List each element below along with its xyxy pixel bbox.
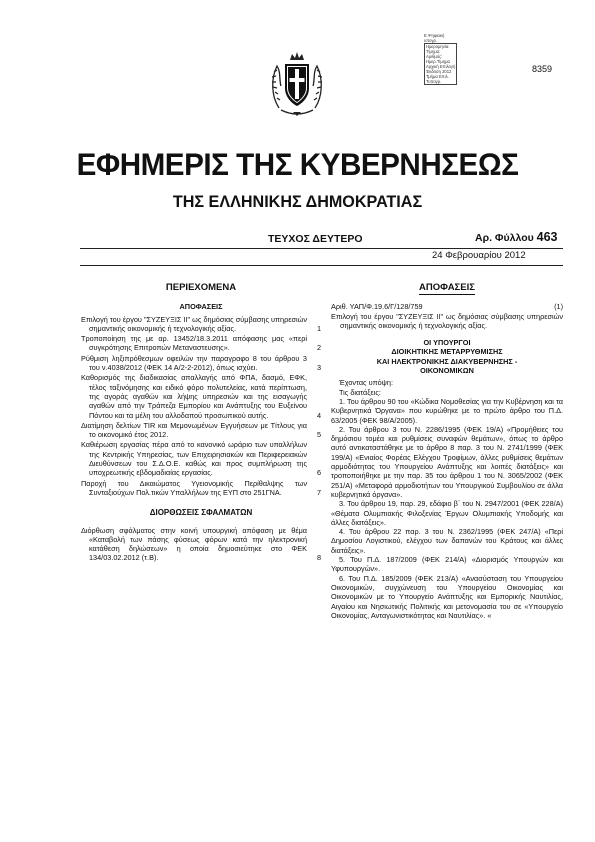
- decision-clause: 4. Του άρθρου 22 παρ. 3 του Ν. 2362/1995 (ΦΕΚ 247/Α) «Περί Δημοσίου Λογιστικού, ελέγχου των δαπανών του Κράτους και άλλες διατάξεις».: [331, 527, 563, 555]
- toc-entry-text: Καθιέρωση εργασίας πέρα από το κανονικό ωράριο των υπαλλήλων της Κεντρικής Υπηρεσίας, των Επιχειρησιακών και Περιφερειακών Διευθύνσεων του Σ.Δ.Ο.Ε. καθώς και προς συμπλήρωση της υποχρεωτικής εβδομαδιαίας εργασίας.: [81, 440, 307, 478]
- gazette-subtitle: ΤΗΣ ΕΛΛΗΝΙΚΗΣ ΔΗΜΟΚΡΑΤΙΑΣ: [172, 192, 423, 211]
- stamp-line: Ε.Ψηφιακή: [424, 33, 445, 38]
- decision-clause: 2. Του άρθρου 3 του Ν. 2286/1995 (ΦΕΚ 19/Α) «Προμήθειες του δημόσιου τομέα και ρυθμίσεις συναφών θεμάτων», όπως το άρθρο αυτό αντικαταστάθηκε με το άρθρο 8 παρ. 3 του Ν. 2741/1999 (ΦΕΚ 199/Α) «Ενιαίος Φορέας Ελέγχου Τροφίμων, άλλες ρυθμίσεις θεμάτων αρμοδιότητας του Υπουργείου Ανάπτυξης και λοιπές διατάξεις» και τροποποιήθηκε με την παρ. 35 του άρθρου 1 του Ν. 3065/2002 (ΦΕΚ 251/Α) «Μεταφορά αρμοδιοτήτων του Υπουργικού Συμβουλίου σε άλλα κυβερνητικά όργανα».: [331, 424, 563, 499]
- decision-clause: 6. Του Π.Δ. 185/2009 (ΦΕΚ 213/Α) «Ανασύσταση του Υπουργείου Οικονομικών, συγχώνευση του Υπουργείου Οικονομίας και Οικονομικών με το Υπουργείο Ανάπτυξης και Εμπορικής Ναυτιλίας, Αιγαίου και Νησιωτικής Πολιτικής και μετονομασία του σε «Υπουργείο Οικονομίας, Ανταγωνιστικότητας και Ναυτιλίας». «: [331, 573, 563, 620]
- decision-clause: 1. Του άρθρου 90 του «Κώδικα Νομοθεσίας για την Κυβέρνηση και τα Κυβερνητικά Όργανα» που κυρώθηκε με το πρώτο άρθρο του Π.Δ. 63/2005 (ΦΕΚ 98/Α/2005).: [331, 396, 563, 425]
- decision-intro: Έχοντας υπόψη:: [339, 378, 393, 388]
- issue-series: ΤΕΥΧΟΣ ΔΕΥΤΕΡΟ: [268, 233, 363, 245]
- toc-entry[interactable]: [81, 479, 321, 498]
- toc-entry-text: Επιλογή του έργου "ΣΥΖΕΥΞΙΣ ΙΙ" ως δημόσιας σύμβασης υπηρεσιών σημαντικής οικονομικής ή τεχνολογικής αξίας.: [81, 314, 307, 333]
- stamp-line: Τυπογρ.: [426, 79, 442, 84]
- publication-date: 24 Φεβρουαρίου 2012: [432, 250, 526, 261]
- toc-corrections-heading: ΔΙΟΡΘΩΣΕΙΣ ΣΦΑΛΜΑΤΩΝ: [149, 508, 253, 518]
- issue-number-label: Αρ. Φύλλου: [475, 232, 534, 244]
- toc-entry-page: 1: [316, 323, 321, 333]
- coat-of-arms-emblem: [271, 50, 323, 118]
- ministries-line: ΔΙΟΙΚΗΤΙΚΗΣ ΜΕΤΑΡΡΥΘΜΙΣΗΣ: [391, 347, 503, 357]
- issue-number: [475, 230, 558, 244]
- table-of-contents: [81, 283, 321, 564]
- toc-entry[interactable]: [81, 334, 321, 353]
- issue-number-value: 463: [536, 230, 558, 244]
- toc-entry[interactable]: [81, 315, 321, 334]
- stamp-line: Τμήμα Επιλ.: [426, 74, 449, 79]
- ministries-line: ΚΑΙ ΗΛΕΚΤΡΟΝΙΚΗΣ ΔΙΑΚΥΒΕΡΝΗΣΗΣ -: [376, 356, 518, 366]
- decisions-heading-text: ΑΠΟΦΑΣΕΙΣ: [419, 282, 475, 293]
- stamp-line: Αριθμός:: [426, 54, 443, 59]
- toc-entry-page: 3: [316, 363, 321, 373]
- decision-ref-number: Αριθ. ΥΑΠ/Φ.19.6/Γ/128/759: [331, 302, 423, 312]
- toc-entry-page: 7: [316, 487, 321, 497]
- toc-entry-page: 4: [316, 410, 321, 420]
- ministries-line: ΟΙΚΟΝΟΜΙΚΩΝ: [420, 366, 474, 376]
- decision-clause: 3. Του άρθρου 19, παρ. 29, εδάφιο β΄ του Ν. 2947/2001 (ΦΕΚ 228/Α) «Θέματα Ολυμπιακής Φιλοξενίας Έργων Ολυμπιακής Υποδομής και άλλες διατάξεις».: [331, 499, 563, 527]
- stamp-line: Αρχική Επιλογή: [426, 64, 456, 69]
- toc-entry-text: Παροχή του Δικαιώματος Υγειονομικής Περίθαλψης των Συνταξιούχων Πολ.τικών Υπαλλήλων της ΕΥΠ στο 251ΓΝΑ.: [81, 478, 307, 497]
- toc-entry-page: 5: [316, 430, 321, 440]
- ministries-heading: [331, 338, 563, 375]
- header-rule-top: [80, 248, 563, 249]
- toc-entry[interactable]: [81, 440, 321, 477]
- toc-entry[interactable]: [81, 354, 321, 373]
- page-number: 8359: [532, 64, 553, 74]
- toc-entry-text: Ρύθμιση ληξιπρόθεσμων οφειλών την παραγραφο 8 του άρθρου 3 του ν.4038/2012 (ΦΕΚ 14 Α/2-2-2012), όπως ισχύει.: [81, 353, 307, 373]
- decision-reference: [331, 302, 563, 311]
- stamp-line: Έκδοση 2012: [426, 69, 452, 74]
- toc-entry-page: 6: [316, 468, 321, 478]
- stamp-line: Τίμημα:: [426, 49, 441, 54]
- toc-entry-text: Διατίμηση δελτίων TIR και Μεμονωμένων Εγγυήσεων με Τίτλους για το οικονομικό έτος 2012.: [81, 420, 307, 440]
- toc-entry-text: Τροποποίηση της με αρ. 13452/18.3.2011 απόφασης μας «περί συγκρότησης Επιτροπών Μεταναστευσης».: [81, 334, 307, 353]
- stamp-box: [424, 43, 457, 85]
- toc-entry-page: 2: [316, 343, 321, 353]
- stamp-line: Ημερ.Τίμημα: [426, 59, 450, 64]
- decision-subject: Επιλογή του έργου "ΣΥΖΕΥΞΙΣ ΙΙ" ως δημόσιας σύμβασης υπηρεσιών σημαντικής οικονομικής ή τεχνολογικής αξίας.: [331, 311, 563, 330]
- stamp-line: Ημερομηνία:: [426, 44, 450, 49]
- toc-entry[interactable]: [81, 373, 321, 419]
- toc-entry[interactable]: [81, 526, 321, 563]
- toc-heading: ΠΕΡΙΕΧΟΜΕΝΑ: [165, 282, 237, 293]
- decisions-section: [331, 283, 563, 620]
- digital-signature-stamp: [424, 33, 504, 85]
- toc-entry[interactable]: [81, 421, 321, 440]
- decision-intro: Τις διατάξεις:: [339, 387, 381, 397]
- toc-entry-page: 8: [316, 553, 321, 563]
- ministries-line: ΟΙ ΥΠΟΥΡΓΟΙ: [423, 338, 471, 348]
- decision-clause: 5. Του Π.Δ. 187/2009 (ΦΕΚ 214/Α) «Διορισμός Υπουργών και Υφυπουργών».: [331, 555, 563, 574]
- decisions-heading: [331, 283, 563, 292]
- gazette-title: ΕΦΗΜΕΡΙΣ ΤΗΣ ΚΥΒΕΡΝΗΣΕΩΣ: [76, 146, 519, 182]
- toc-decisions-heading: ΑΠΟΦΑΣΕΙΣ: [179, 302, 223, 312]
- toc-entry-text: Διόρθωση σφάλματος στην κοινή υπουργική απόφαση με θέμα «Καταβολή των πάσης φύσεως φόρων κατά την ηλεκτρονική κατάθεση δηλώσεων» η οποία δημοσιεύτηκε στο ΦΕΚ 134/03.02.2012 (τ.Β).: [81, 525, 307, 563]
- toc-entry-text: Καθορισμός της διαδικασίας απαλλαγής από ΦΠΑ, δασμό, ΕΦΚ, τέλος ταξινόμησης και ειδικό φόρο πολυτελείας, κατά περίπτωση, της αγοράς αγαθών και λήψης υπηρεσιών και της εισαγωγής αγαθών από την Τράπεζα Εμπορίου και Ανάπτυξης του Ευξείνου Πόντου και τα μέλη του αλλοδαπού προσωπικού αυτής.: [81, 373, 307, 420]
- stamp-line: υπογρ.: [424, 38, 438, 43]
- header-rule-bottom: [80, 265, 563, 266]
- decision-index: (1): [554, 302, 563, 312]
